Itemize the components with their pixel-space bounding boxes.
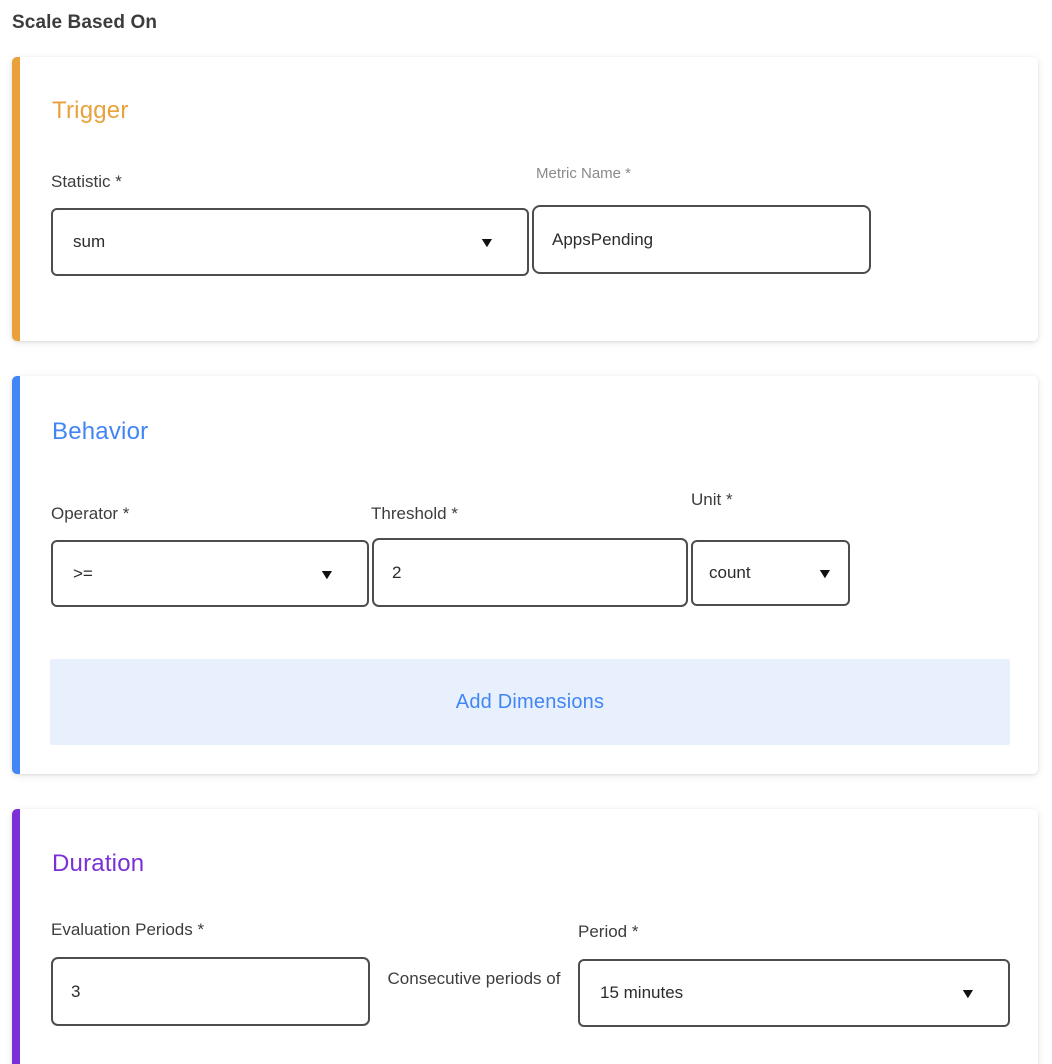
period-select-value: 15 minutes [600, 983, 684, 1002]
behavior-heading: Behavior [52, 418, 149, 445]
duration-card [12, 809, 1038, 1064]
operator-label: Operator * [51, 504, 130, 523]
threshold-input[interactable] [372, 538, 688, 607]
trigger-accent-bar [12, 57, 20, 341]
unit-select[interactable] [691, 540, 850, 606]
metric-name-input[interactable] [532, 205, 871, 274]
chevron-down-icon: ▼ [816, 565, 834, 581]
threshold-label: Threshold * [371, 504, 458, 523]
unit-select-value: count [709, 563, 751, 582]
behavior-card [12, 376, 1038, 774]
chevron-down-icon: ▼ [959, 985, 977, 1001]
statistic-label: Statistic * [51, 172, 122, 191]
operator-select[interactable] [51, 540, 369, 607]
operator-select-value: >= [73, 563, 93, 583]
chevron-down-icon: ▼ [318, 565, 336, 582]
duration-heading: Duration [52, 850, 145, 877]
statistic-select-value: sum [73, 232, 106, 251]
statistic-select[interactable] [51, 208, 529, 276]
metric-name-label: Metric Name * [536, 165, 632, 182]
evaluation-periods-input[interactable] [51, 957, 370, 1026]
behavior-accent-bar [12, 376, 20, 774]
evaluation-periods-label: Evaluation Periods * [51, 920, 205, 939]
chevron-down-icon: ▼ [478, 234, 496, 250]
period-label: Period * [578, 922, 639, 941]
page-title: Scale Based On [12, 12, 158, 33]
add-dimensions-button[interactable]: Add Dimensions [50, 659, 1010, 745]
trigger-heading: Trigger [52, 97, 129, 124]
period-select[interactable] [578, 959, 1010, 1027]
trigger-card [12, 57, 1038, 341]
unit-label: Unit * [691, 490, 733, 509]
consecutive-periods-text: Consecutive periods of [387, 969, 561, 988]
duration-accent-bar [12, 809, 20, 1064]
